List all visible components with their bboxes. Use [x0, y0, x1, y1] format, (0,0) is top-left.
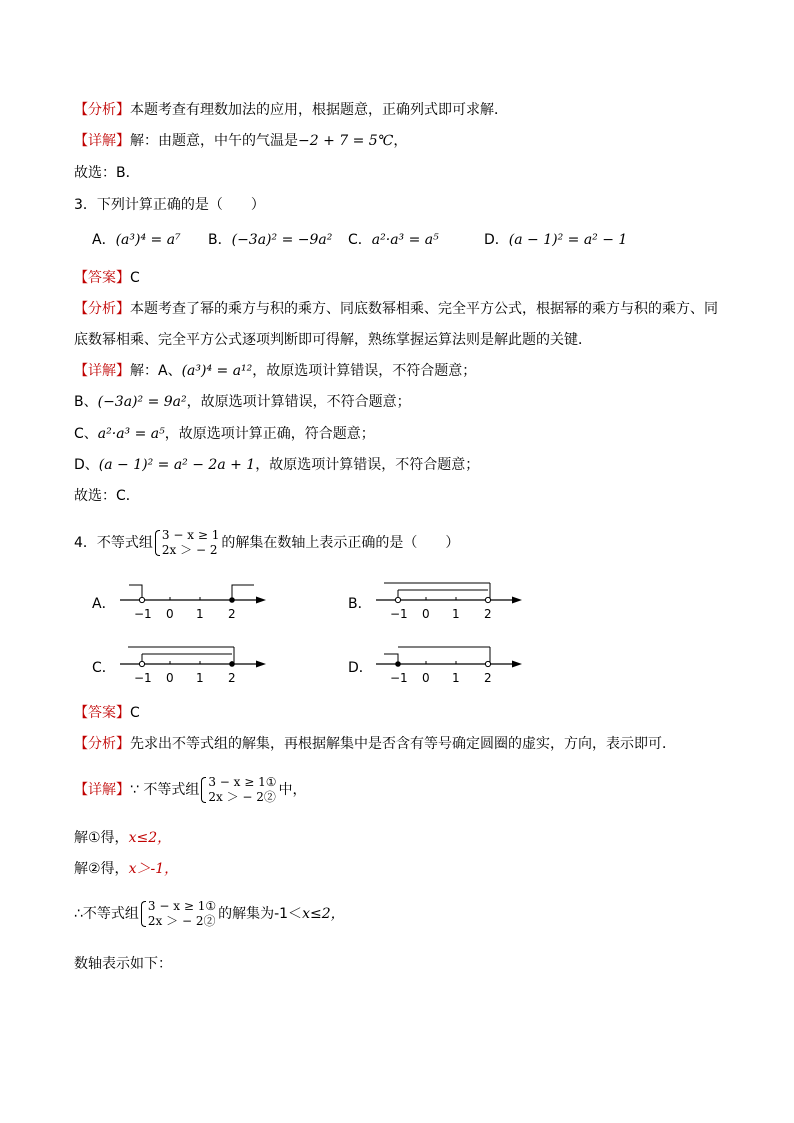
option-expr: (a − 1)² = a² − 1 — [508, 232, 628, 248]
detail-expr: (−3a)² = 9a² — [97, 394, 187, 410]
q4-number-line-caption: 数轴表示如下： — [74, 956, 172, 972]
q3-option-d — [484, 230, 627, 250]
solve-pre: 解②得， — [74, 861, 129, 877]
option-label: D． — [484, 232, 509, 248]
analysis-tag: 【分析】 — [74, 301, 130, 317]
answer-value: C — [130, 705, 140, 721]
tick-label: 2 — [484, 607, 492, 621]
q3-answer — [74, 268, 140, 288]
system-line-1: 3 − x ≥ 1① — [147, 899, 217, 913]
inequality-system — [141, 899, 216, 929]
option-label: C． — [348, 232, 372, 248]
answer-tag: 【答案】 — [74, 270, 130, 286]
tick-label: 1 — [452, 671, 460, 685]
tick-label: 1 — [196, 671, 204, 685]
analysis-tag: 【分析】 — [74, 736, 130, 752]
concl-pre: ∴不等式组 — [74, 906, 139, 922]
option-expr: (−3a)² = −9a² — [231, 232, 333, 248]
detail-post: ，故原选项计算错误，不符合题意； — [252, 363, 477, 379]
detail-post: ，故原选项计算错误，不符合题意； — [255, 457, 480, 473]
detail-pre: D、 — [74, 457, 99, 473]
stem-post: 的解集在数轴上表示正确的是（ ） — [221, 535, 460, 551]
detail-tag: 【详解】 — [74, 363, 130, 379]
q4-number-line-c — [118, 644, 268, 692]
option-label: A． — [92, 232, 116, 248]
option-expr: a²·a³ = a⁵ — [371, 232, 439, 248]
q2-choose: 故选：B． — [74, 165, 140, 181]
q4-conclusion — [74, 896, 345, 932]
tick-label: 0 — [422, 671, 430, 685]
q4-option-a-label: A． — [92, 596, 116, 612]
system-line-1: 3 − x ≥ 1 — [161, 528, 220, 542]
option-label: B． — [208, 232, 232, 248]
option-expr: (a³)⁴ = a⁷ — [115, 232, 181, 248]
tick-label: −1 — [390, 671, 408, 685]
q3-detail-a — [74, 361, 476, 381]
q4-option-b-label: B． — [348, 596, 372, 612]
system-line-2: 2x ＞ − 2② — [147, 914, 216, 928]
tick-label: 1 — [196, 607, 204, 621]
detail-pre: 解：A、 — [130, 363, 182, 379]
q4-option-c-label: C． — [92, 660, 116, 676]
q4-number-line-b — [374, 580, 524, 628]
tick-label: 1 — [452, 607, 460, 621]
tick-label: 2 — [228, 607, 236, 621]
detail-tag: 【详解】 — [74, 782, 130, 798]
analysis-tag: 【分析】 — [74, 102, 130, 118]
q4-detail — [74, 772, 307, 808]
q4-answer — [74, 703, 140, 723]
stem-pre: 4．不等式组 — [74, 535, 153, 551]
q4-solve-1 — [74, 828, 171, 848]
q3-option-a — [92, 230, 181, 250]
detail-tag: 【详解】 — [74, 133, 130, 149]
system-line-2: 2x ＞ − 2② — [208, 790, 276, 804]
detail-pre: C、 — [74, 426, 98, 442]
tick-label: 2 — [484, 671, 492, 685]
q3-option-b — [208, 230, 332, 250]
q4-analysis — [74, 734, 676, 754]
detail-post: 中， — [278, 782, 307, 798]
q2-detail — [74, 131, 407, 151]
detail-expr: −2 + 7 = 5℃ — [298, 133, 394, 149]
system-line-2: 2x ＞ − 2 — [161, 543, 218, 557]
detail-expr: a²·a³ = a⁵ — [97, 426, 165, 442]
answer-value: C — [130, 270, 140, 286]
system-line-1: 3 − x ≥ 1① — [208, 775, 277, 789]
analysis-text: 本题考查有理数加法的应用，根据题意，正确列式即可求解． — [130, 102, 508, 118]
q3-choose: 故选：C． — [74, 488, 140, 504]
answer-tag: 【答案】 — [74, 705, 130, 721]
solve-expr: x≤2， — [128, 830, 172, 846]
tick-label: −1 — [134, 607, 152, 621]
q3-analysis-line-1 — [74, 299, 718, 319]
solve-expr: x＞-1， — [128, 861, 179, 877]
q3-detail-b — [74, 392, 411, 412]
detail-post: ，故原选项计算正确，符合题意； — [164, 426, 375, 442]
q4-number-line-d — [374, 644, 524, 692]
solve-pre: 解①得， — [74, 830, 129, 846]
detail-end: ， — [393, 133, 408, 149]
detail-pre: ∵ 不等式组 — [130, 782, 200, 798]
concl-mid: 的解集为-1＜ — [218, 906, 303, 922]
analysis-text: 先求出不等式组的解集，再根据解集中是否含有等号确定圆圈的虚实，方向，表示即可． — [130, 736, 676, 752]
q3-stem: 3．下列计算正确的是（ ） — [74, 197, 265, 213]
tick-label: 2 — [228, 671, 236, 685]
q4-solve-2 — [74, 859, 178, 879]
tick-label: 0 — [422, 607, 430, 621]
q3-analysis-line-2: 底数幂相乘、完全平方公式逐项判断即可得解，熟练掌握运算法则是解此题的关键． — [74, 332, 592, 348]
concl-expr: x≤2， — [302, 906, 345, 922]
q4-stem — [74, 526, 459, 560]
detail-expr: (a³)⁴ = a¹² — [181, 363, 253, 379]
q3-detail-c — [74, 424, 375, 444]
detail-text: 解：由题意，中午的气温是 — [130, 133, 298, 149]
q3-option-c — [348, 230, 439, 250]
tick-label: 0 — [166, 671, 174, 685]
inequality-system — [201, 775, 276, 805]
detail-post: ，故原选项计算错误，不符合题意； — [186, 394, 411, 410]
detail-pre: B、 — [74, 394, 98, 410]
detail-expr: (a − 1)² = a² − 2a + 1 — [98, 457, 256, 473]
tick-label: 0 — [166, 607, 174, 621]
tick-label: −1 — [390, 607, 408, 621]
tick-label: −1 — [134, 671, 152, 685]
q3-detail-d — [74, 455, 479, 475]
q4-number-line-a — [118, 580, 268, 628]
inequality-system — [155, 528, 219, 558]
q2-analysis — [74, 100, 508, 120]
analysis-text: 本题考查了幂的乘方与积的乘方、同底数幂相乘、完全平方公式，根据幂的乘方与积的乘方、同 — [130, 301, 718, 317]
q4-option-d-label: D． — [348, 660, 373, 676]
